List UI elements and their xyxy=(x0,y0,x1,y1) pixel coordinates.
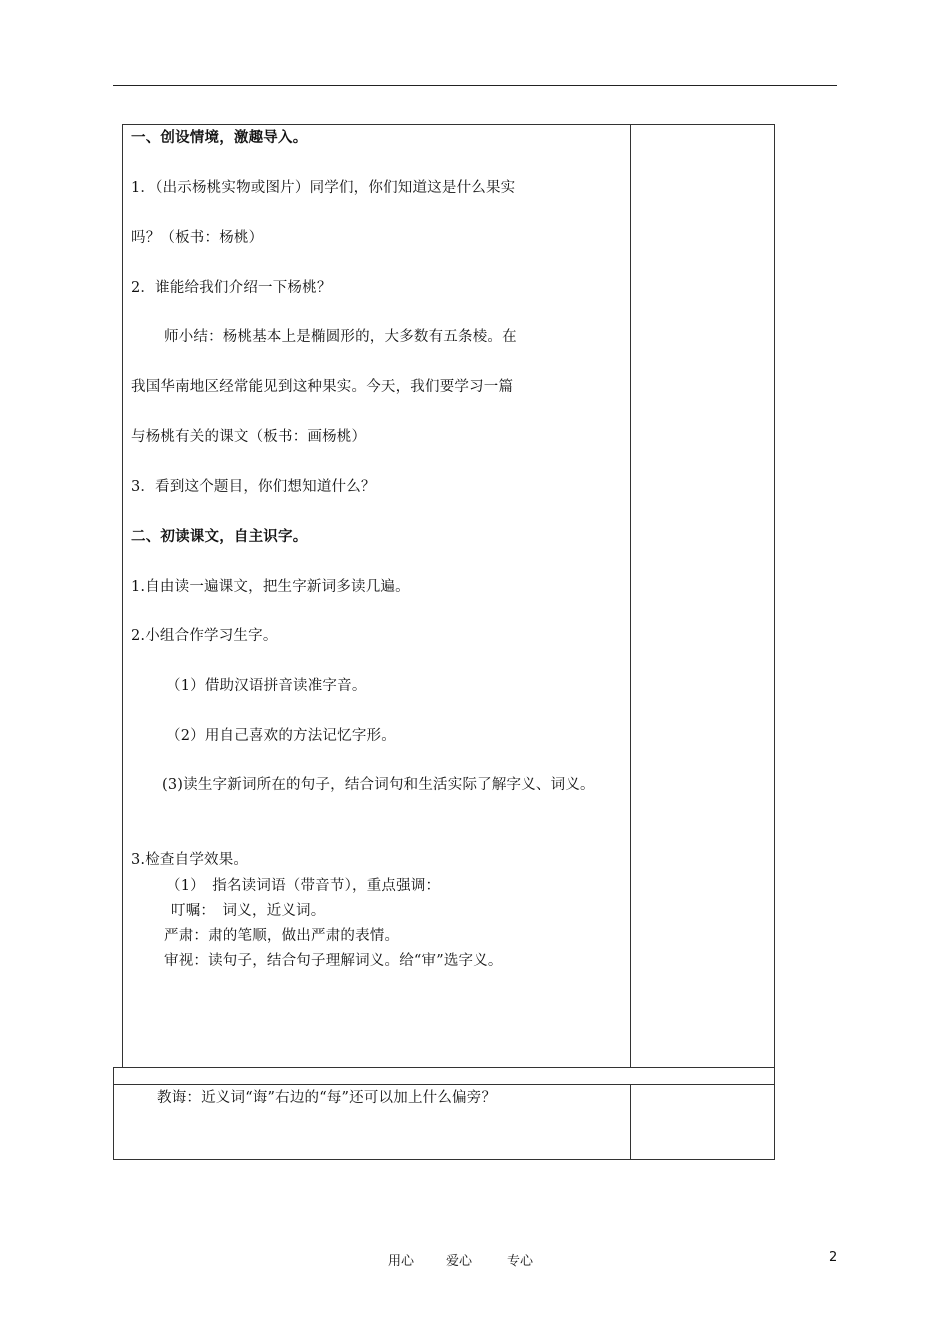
upper-table-column-divider xyxy=(630,124,631,1068)
text-line: 3.检查自学效果。 xyxy=(131,852,249,868)
text-line: （1） 指名读词语（带音节），重点强调： xyxy=(166,878,441,894)
text-line: 1．（出示杨桃实物或图片）同学们，你们知道这是什么果实 xyxy=(131,180,516,196)
page-number: 2 xyxy=(829,1250,838,1265)
text-line: （1）借助汉语拼音读准字音。 xyxy=(166,678,367,694)
text-line: 严肃：肃的笔顺，做出严肃的表情。 xyxy=(164,928,400,944)
footer-middle: 爱心 xyxy=(446,1254,473,1269)
text-line: 教诲：近义词“诲”右边的“每”还可以加上什么偏旁？ xyxy=(157,1090,497,1106)
text-line: 2．谁能给我们介绍一下杨桃？ xyxy=(131,280,332,296)
text-line: （2）用自己喜欢的方法记忆字形。 xyxy=(166,728,396,744)
lower-table-column-divider xyxy=(630,1084,631,1160)
text-line: 吗？（板书：杨桃） xyxy=(131,230,264,246)
text-line: 1.自由读一遍课文，把生字新词多读几遍。 xyxy=(131,579,410,595)
text-line: 我国华南地区经常能见到这种果实。今天，我们要学习一篇 xyxy=(131,379,514,395)
text-line: 叮嘱： 词义，近义词。 xyxy=(171,903,326,919)
lower-table xyxy=(113,1067,775,1160)
text-line: 审视：读句子，结合句子理解词义。给“审”选字义。 xyxy=(164,953,503,969)
section-heading-2: 二、初读课文，自主识字。 xyxy=(131,528,308,545)
footer-right: 专心 xyxy=(507,1254,534,1269)
text-line: 与杨桃有关的课文（板书：画杨桃） xyxy=(131,429,367,445)
header-rule xyxy=(113,85,837,86)
footer-left: 用心 xyxy=(388,1254,415,1269)
text-line: 2.小组合作学习生字。 xyxy=(131,628,278,644)
text-line: 师小结：杨桃基本上是椭圆形的，大多数有五条棱。在 xyxy=(164,329,517,345)
text-line: 3．看到这个题目，你们想知道什么？ xyxy=(131,479,376,495)
section-heading-1: 一、创设情境，激趣导入。 xyxy=(131,129,308,146)
lower-table-row-divider xyxy=(113,1084,775,1085)
text-paragraph: (3)读生字新词所在的句子，结合词句和生活实际了解字义、词义。 xyxy=(162,777,595,793)
